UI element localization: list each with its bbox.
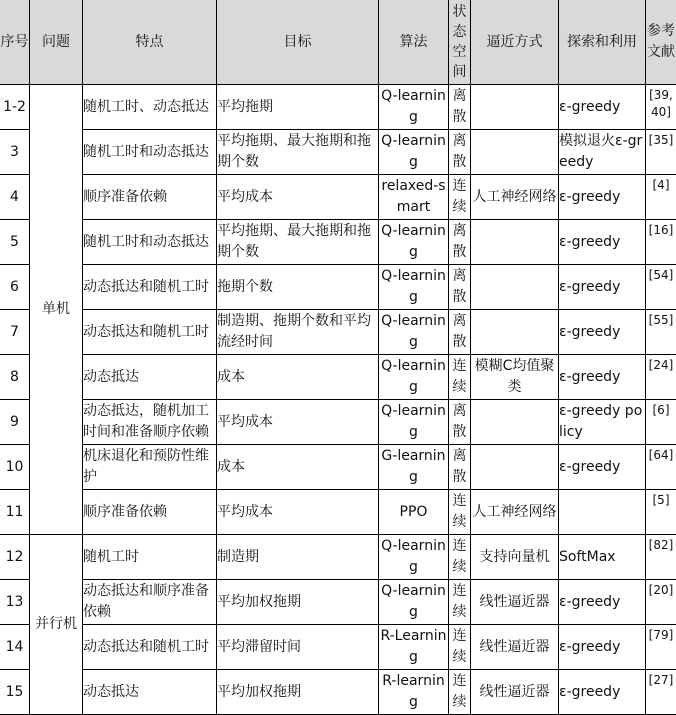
feature-cell: 机床退化和预防性维护 bbox=[83, 445, 217, 490]
algorithm-cell: Q-learning bbox=[379, 265, 449, 310]
header-algorithm: 算法 bbox=[379, 0, 449, 85]
explore-cell: ε-greedy bbox=[559, 625, 646, 670]
state-space-cell: 离散 bbox=[449, 220, 471, 265]
algorithm-cell: Q-learning bbox=[379, 580, 449, 625]
state-space-cell: 离散 bbox=[449, 130, 471, 175]
table-row bbox=[0, 175, 676, 220]
reference-cell: [64] bbox=[646, 445, 676, 490]
reference-cell: [54] bbox=[646, 265, 676, 310]
algorithm-cell: R-learning bbox=[379, 670, 449, 715]
algorithm-cell: Q-learning bbox=[379, 130, 449, 175]
reference-cell: [16] bbox=[646, 220, 676, 265]
objective-cell: 平均成本 bbox=[217, 400, 379, 445]
reference-cell: [20] bbox=[646, 580, 676, 625]
explore-cell: ε-greedy bbox=[559, 85, 646, 130]
row-number: 11 bbox=[0, 490, 30, 535]
approx-cell bbox=[471, 400, 559, 445]
header-approx: 逼近方式 bbox=[471, 0, 559, 85]
header-no: 序号 bbox=[0, 0, 30, 85]
header-explore: 探索和利用 bbox=[559, 0, 646, 85]
approx-cell bbox=[471, 130, 559, 175]
table-row bbox=[0, 670, 676, 715]
feature-cell: 动态抵达和随机工时 bbox=[83, 625, 217, 670]
table-row bbox=[0, 625, 676, 670]
row-number: 12 bbox=[0, 535, 30, 580]
objective-cell: 平均拖期、最大拖期和拖期个数 bbox=[217, 130, 379, 175]
feature-cell: 动态抵达和顺序准备依赖 bbox=[83, 580, 217, 625]
objective-cell: 平均滞留时间 bbox=[217, 625, 379, 670]
reference-cell: [24] bbox=[646, 355, 676, 400]
approx-cell bbox=[471, 220, 559, 265]
algorithm-cell: relaxed-smart bbox=[379, 175, 449, 220]
feature-cell: 顺序准备依赖 bbox=[83, 490, 217, 535]
objective-cell: 平均拖期 bbox=[217, 85, 379, 130]
row-number: 7 bbox=[0, 310, 30, 355]
objective-cell: 成本 bbox=[217, 355, 379, 400]
explore-cell: ε-greedy bbox=[559, 580, 646, 625]
reference-cell: [6] bbox=[646, 400, 676, 445]
row-number: 5 bbox=[0, 220, 30, 265]
table-row bbox=[0, 310, 676, 355]
algorithm-cell: Q-learning bbox=[379, 400, 449, 445]
table-row bbox=[0, 580, 676, 625]
header-feature: 特点 bbox=[83, 0, 217, 85]
explore-cell: ε-greedy bbox=[559, 175, 646, 220]
row-number: 13 bbox=[0, 580, 30, 625]
explore-cell: ε-greedy bbox=[559, 310, 646, 355]
row-number: 4 bbox=[0, 175, 30, 220]
explore-cell: SoftMax bbox=[559, 535, 646, 580]
row-number: 9 bbox=[0, 400, 30, 445]
row-number: 14 bbox=[0, 625, 30, 670]
algorithm-cell: Q-learning bbox=[379, 355, 449, 400]
algorithm-cell: G-learning bbox=[379, 445, 449, 490]
approx-cell: 线性逼近器 bbox=[471, 580, 559, 625]
feature-cell: 随机工时、动态抵达 bbox=[83, 85, 217, 130]
approx-cell: 人工神经网络 bbox=[471, 490, 559, 535]
state-space-cell: 连续 bbox=[449, 355, 471, 400]
row-number: 3 bbox=[0, 130, 30, 175]
state-space-cell: 离散 bbox=[449, 265, 471, 310]
header-state-space: 状态空间 bbox=[449, 0, 471, 85]
table-row bbox=[0, 490, 676, 535]
reference-cell: [39, 40] bbox=[646, 85, 676, 130]
problem-cell: 并行机 bbox=[30, 535, 83, 715]
approx-cell bbox=[471, 85, 559, 130]
state-space-cell: 离散 bbox=[449, 310, 471, 355]
row-number: 1-2 bbox=[0, 85, 30, 130]
header-row bbox=[0, 0, 676, 85]
algorithm-cell: Q-learning bbox=[379, 85, 449, 130]
state-space-cell: 离散 bbox=[449, 445, 471, 490]
explore-cell: ε-greedy bbox=[559, 445, 646, 490]
algorithm-cell: R-Learning bbox=[379, 625, 449, 670]
state-space-cell: 离散 bbox=[449, 400, 471, 445]
algorithm-cell: Q-learning bbox=[379, 535, 449, 580]
approx-cell bbox=[471, 445, 559, 490]
approx-cell bbox=[471, 265, 559, 310]
feature-cell: 随机工时和动态抵达 bbox=[83, 130, 217, 175]
reference-cell: [35] bbox=[646, 130, 676, 175]
approx-cell: 模糊C均值聚类 bbox=[471, 355, 559, 400]
explore-cell bbox=[559, 490, 646, 535]
state-space-cell: 连续 bbox=[449, 625, 471, 670]
explore-cell: ε-greedy policy bbox=[559, 400, 646, 445]
objective-cell: 平均拖期、最大拖期和拖期个数 bbox=[217, 220, 379, 265]
objective-cell: 制造期 bbox=[217, 535, 379, 580]
objective-cell: 成本 bbox=[217, 445, 379, 490]
explore-cell: ε-greedy bbox=[559, 220, 646, 265]
objective-cell: 拖期个数 bbox=[217, 265, 379, 310]
table-row bbox=[0, 400, 676, 445]
row-number: 8 bbox=[0, 355, 30, 400]
row-number: 10 bbox=[0, 445, 30, 490]
feature-cell: 动态抵达 bbox=[83, 670, 217, 715]
state-space-cell: 连续 bbox=[449, 175, 471, 220]
objective-cell: 制造期、拖期个数和平均流经时间 bbox=[217, 310, 379, 355]
header-ref: 参考文献 bbox=[646, 0, 676, 85]
feature-cell: 顺序准备依赖 bbox=[83, 175, 217, 220]
objective-cell: 平均加权拖期 bbox=[217, 580, 379, 625]
feature-cell: 随机工时 bbox=[83, 535, 217, 580]
state-space-cell: 连续 bbox=[449, 535, 471, 580]
reference-cell: [55] bbox=[646, 310, 676, 355]
explore-cell: ε-greedy bbox=[559, 670, 646, 715]
explore-cell: ε-greedy bbox=[559, 265, 646, 310]
reference-cell: [4] bbox=[646, 175, 676, 220]
feature-cell: 动态抵达 bbox=[83, 355, 217, 400]
approx-cell: 人工神经网络 bbox=[471, 175, 559, 220]
objective-cell: 平均成本 bbox=[217, 175, 379, 220]
state-space-cell: 连续 bbox=[449, 670, 471, 715]
algorithm-cell: PPO bbox=[379, 490, 449, 535]
approx-cell: 线性逼近器 bbox=[471, 670, 559, 715]
reference-cell: [5] bbox=[646, 490, 676, 535]
state-space-cell: 连续 bbox=[449, 490, 471, 535]
header-problem: 问题 bbox=[30, 0, 83, 85]
reference-cell: [82] bbox=[646, 535, 676, 580]
approx-cell: 支持向量机 bbox=[471, 535, 559, 580]
table-row bbox=[0, 265, 676, 310]
table-row bbox=[0, 535, 676, 580]
feature-cell: 动态抵达，随机加工时间和准备顺序依赖 bbox=[83, 400, 217, 445]
algorithm-cell: Q-learning bbox=[379, 220, 449, 265]
state-space-cell: 连续 bbox=[449, 580, 471, 625]
problem-cell: 单机 bbox=[30, 85, 83, 535]
table-row bbox=[0, 130, 676, 175]
table-row bbox=[0, 85, 676, 130]
state-space-cell: 离散 bbox=[449, 85, 471, 130]
feature-cell: 动态抵达和随机工时 bbox=[83, 265, 217, 310]
header-objective: 目标 bbox=[217, 0, 379, 85]
objective-cell: 平均成本 bbox=[217, 490, 379, 535]
row-number: 6 bbox=[0, 265, 30, 310]
algorithm-cell: Q-learning bbox=[379, 310, 449, 355]
table-row bbox=[0, 445, 676, 490]
explore-cell: 模拟退火ε-greedy bbox=[559, 130, 646, 175]
explore-cell: ε-greedy bbox=[559, 355, 646, 400]
reference-cell: [27] bbox=[646, 670, 676, 715]
reference-cell: [79] bbox=[646, 625, 676, 670]
row-number: 15 bbox=[0, 670, 30, 715]
approx-cell: 线性逼近器 bbox=[471, 625, 559, 670]
feature-cell: 动态抵达和随机工时 bbox=[83, 310, 217, 355]
table-row bbox=[0, 220, 676, 265]
approx-cell bbox=[471, 310, 559, 355]
feature-cell: 随机工时和动态抵达 bbox=[83, 220, 217, 265]
objective-cell: 平均加权拖期 bbox=[217, 670, 379, 715]
table-row bbox=[0, 355, 676, 400]
